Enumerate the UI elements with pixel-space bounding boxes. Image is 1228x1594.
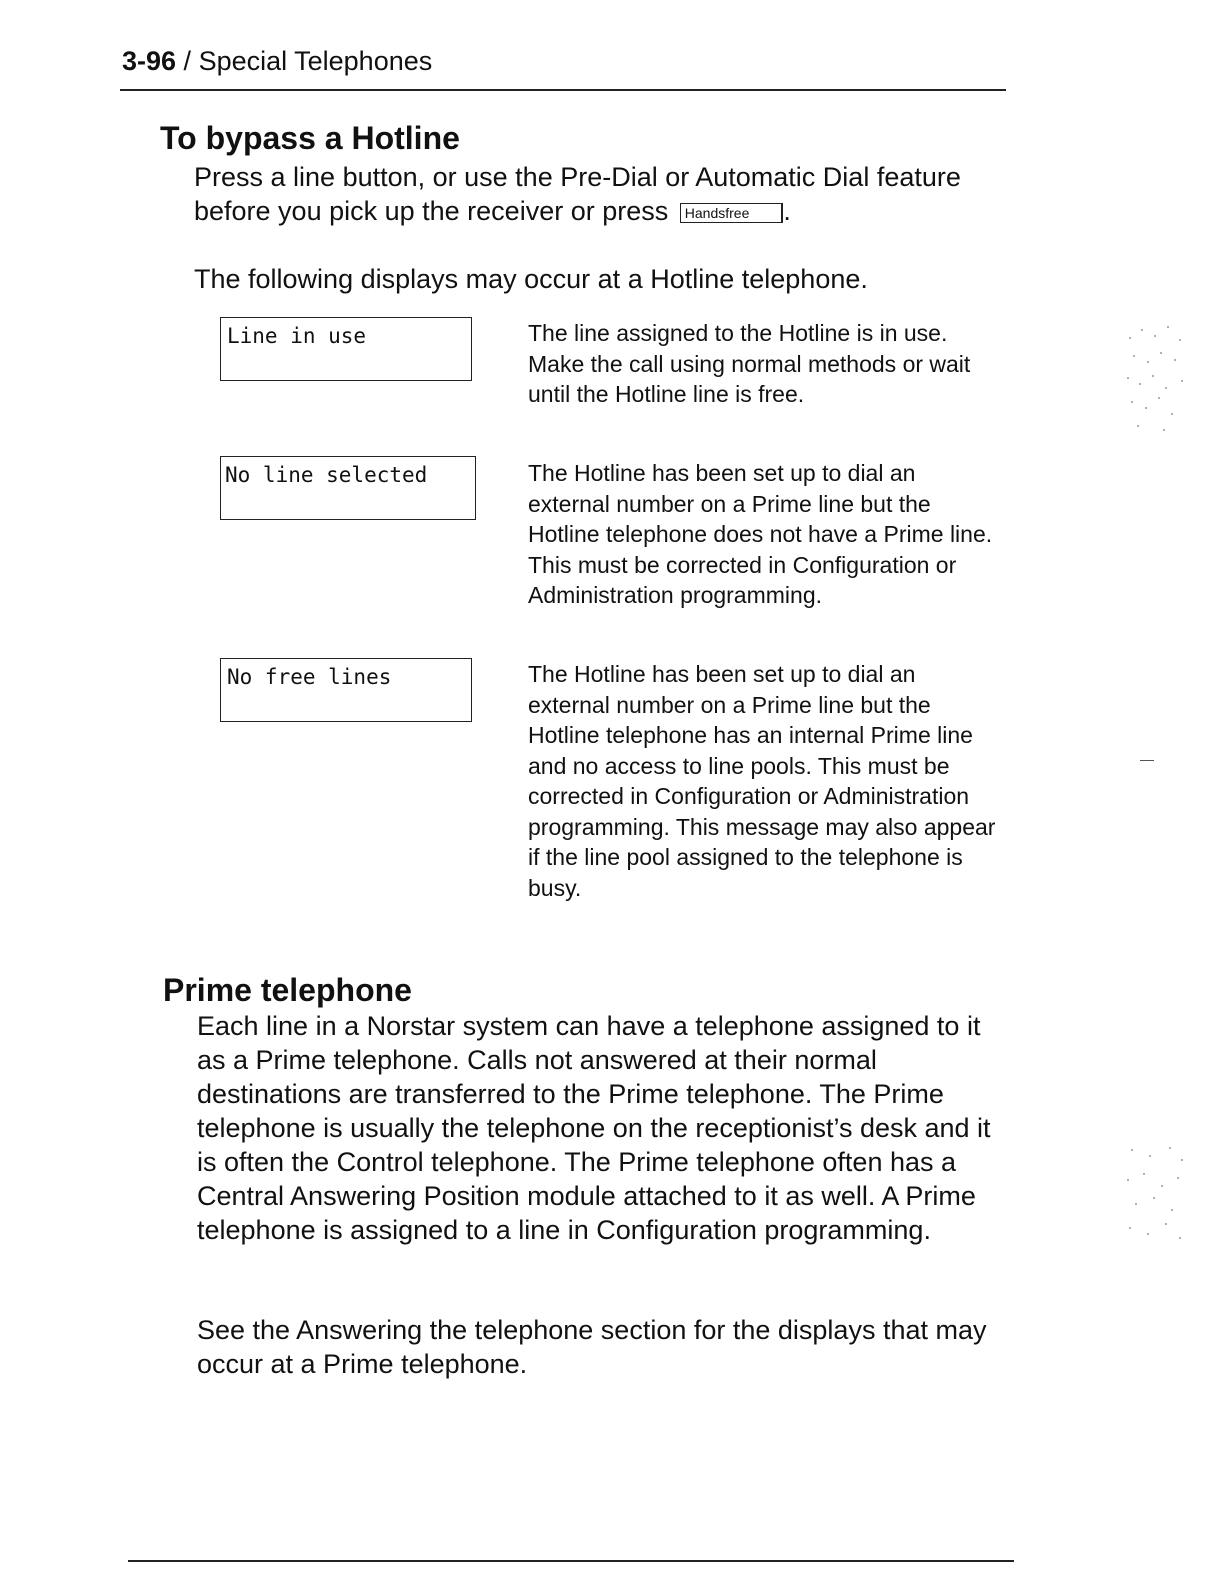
prime-paragraph-2: See the Answering the telephone section for the displays that may occur at a Prime telephone. <box>197 1315 987 1379</box>
header-separator: / <box>176 46 199 76</box>
page-header <box>122 46 432 77</box>
scan-noise-2 <box>1120 1140 1190 1260</box>
display-message: Line in use <box>227 324 367 348</box>
footer-rule <box>128 1560 1014 1562</box>
display-screen-line-in-use <box>220 317 472 381</box>
page-number: 3-96 <box>122 46 177 76</box>
displays-intro: The following displays may occur at a Hotline telephone. <box>194 264 868 294</box>
display-description: The Hotline has been set up to dial an external number on a Prime line but the Hotline telephone does not have a Prime line. This must be corrected in Configuration or Administration programming. <box>528 460 993 608</box>
header-rule <box>120 89 1006 91</box>
display-description: The line assigned to the Hotline is in use. Make the call using normal methods or wait until the Hotline line is free. <box>528 320 971 407</box>
display-screen-no-line-selected <box>220 456 476 520</box>
bypass-text-end: . <box>783 196 791 226</box>
display-description: The Hotline has been set up to dial an external number on a Prime line but the Hotline telephone has an internal Prime line and no access to line pools. This must be corrected in Configuration or Administration programming. This message may also appear if the line pool assigned to the telephone is busy. <box>528 661 996 901</box>
prime-paragraph-1: Each line in a Norstar system can have a telephone assigned to it as a Prime telephone. Calls not answered at their normal destinations are transferred to the Prime telephone. The Prime telephone is usually the telephone on the receptionist’s desk and it is often the Control telephone. The Prime telephone often has a Central Answering Position module attached to it as well. A Prime telephone is assigned to a line in Configuration programming. <box>197 1011 991 1245</box>
bypass-instructions <box>194 160 994 228</box>
display-screen-no-free-lines <box>220 658 472 722</box>
scan-noise-1 <box>1120 318 1190 438</box>
header-section: Special Telephones <box>198 46 433 76</box>
handsfree-key: Handsfree <box>680 203 784 223</box>
bypass-heading: To bypass a Hotline <box>160 120 460 156</box>
prime-heading: Prime telephone <box>163 972 412 1008</box>
bypass-text: Press a line button, or use the Pre-Dial or Automatic Dial feature before you pick up the receiver or press <box>194 162 961 226</box>
scan-mark <box>1140 760 1154 761</box>
display-message: No free lines <box>227 665 392 689</box>
display-message: No line selected <box>225 463 428 487</box>
